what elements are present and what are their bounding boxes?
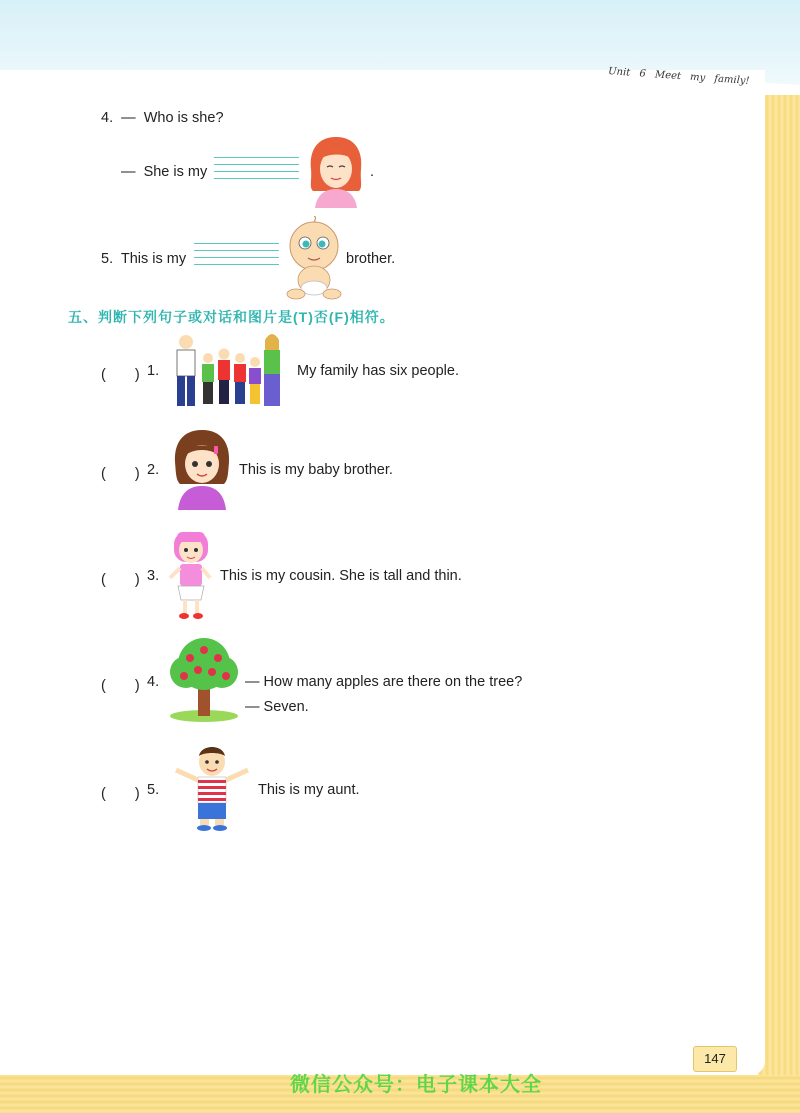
q4-question: 4. — Who is she? (101, 110, 224, 126)
q4-answer-blank[interactable] (214, 157, 299, 185)
item4-number: 4. (147, 674, 160, 690)
pink-girl-picture (166, 528, 216, 620)
item3-answer-bracket[interactable]: ( ) (101, 572, 140, 588)
item5-text: This is my aunt. (258, 782, 360, 798)
q5-prefix: 5. This is my (101, 251, 187, 267)
family-picture (166, 332, 292, 408)
item4-answer-bracket[interactable]: ( ) (101, 678, 140, 694)
section-five-title: 五、判断下列句子或对话和图片是(T)否(F)相符。 (68, 309, 395, 325)
item2-answer-bracket[interactable]: ( ) (101, 466, 140, 482)
page-number: 147 (693, 1046, 737, 1072)
q5-answer-blank[interactable] (194, 243, 279, 271)
item3-number: 3. (147, 568, 160, 584)
boy-picture (168, 744, 256, 832)
q4-period: . (370, 164, 375, 180)
item2-text: This is my baby brother. (239, 462, 393, 478)
item1-text: My family has six people. (297, 363, 459, 379)
item1-answer-bracket[interactable]: ( ) (101, 367, 140, 383)
girl-picture (170, 428, 234, 510)
item4-question: — How many apples are there on the tree? (245, 674, 523, 690)
item4-answer: — Seven. (245, 699, 309, 715)
item2-number: 2. (147, 462, 160, 478)
q5-suffix: brother. (346, 251, 396, 267)
item5-number: 5. (147, 782, 160, 798)
item3-text: This is my cousin. She is tall and thin. (220, 568, 462, 584)
q4-answer-prefix: — She is my (121, 164, 208, 180)
item5-answer-bracket[interactable]: ( ) (101, 786, 140, 802)
woman-picture (305, 133, 367, 208)
apple-tree-picture (168, 636, 242, 724)
watermark-text: 微信公众号：电子课本大全 (290, 1074, 542, 1096)
running-header: Unit 6 Meet my family! (607, 66, 750, 87)
item1-number: 1. (147, 363, 160, 379)
baby-picture (285, 216, 343, 302)
